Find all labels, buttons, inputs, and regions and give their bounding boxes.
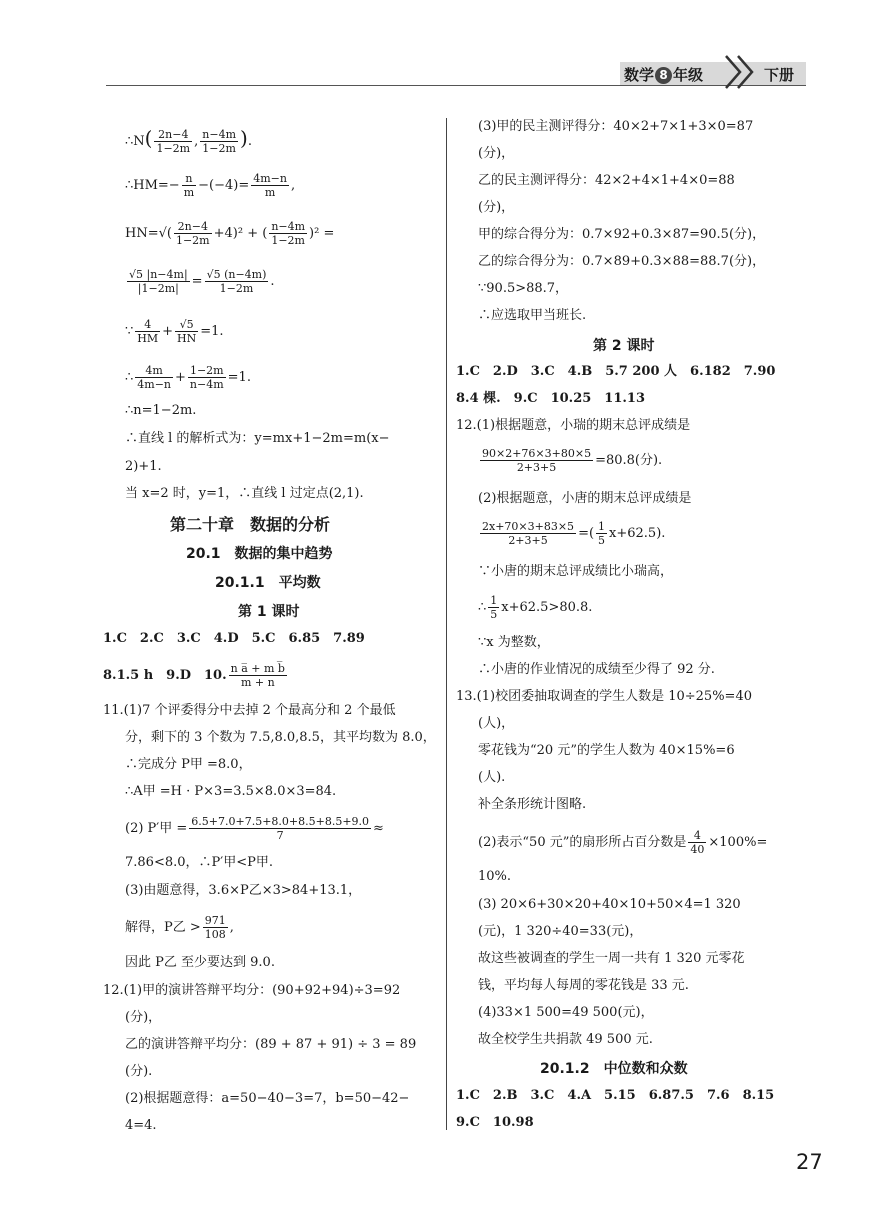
left-line-7: ∴n=1−2m. (125, 403, 197, 418)
header-volume: 下册 (764, 66, 795, 84)
header-subject: 数学 (624, 66, 655, 84)
q13-line-13: 故全校学生共捐款 49 500 元. (478, 1032, 653, 1047)
right-line-8: ∴应选取甲当班长. (478, 308, 587, 323)
left-line-6: ∴ $\frac{4m}{4m-n}$ + $\frac{1-2m}{n-4m}$ =1. (125, 364, 251, 391)
q12-line-4: (分). (125, 1064, 153, 1079)
q13-line-10: 故这些被调查的学生一周一共有 1 320 元零花 (478, 951, 745, 966)
left-line-1: ∴N( $\frac{2n-4}{1-2m}$ , $\frac{n-4m}{1-2m}$ ). (125, 126, 252, 155)
lesson-2-title: 第 2 课时 (593, 338, 655, 354)
right-line-5: 甲的综合得分为：0.7×92+0.3×87=90.5(分)， (478, 227, 766, 242)
left-line-9: 2)+1. (125, 459, 162, 474)
q13-line-5: 补全条形统计图略. (478, 797, 587, 812)
q13-line-2: (人)， (478, 716, 515, 731)
right-line-3: 乙的民主测评得分：42×2+4×1+4×0=88 (478, 173, 735, 188)
right-line-2: (分)， (478, 146, 515, 161)
q12r-line-7: ∵x 为整数， (478, 635, 550, 650)
q13-line-4: (人). (478, 770, 506, 785)
answers-row-6: 9.C 10.98 (456, 1115, 534, 1130)
answers-row-2: 8.1.5 h 9.D 10. $\frac{\text{n a̅ + m b̅}}{m + n}$ (103, 662, 285, 689)
header-grade-suffix: 年级 (673, 66, 704, 84)
left-line-5: ∵ $\frac{4}{HM}$ + $\frac{√5}{HN}$ =1. (125, 318, 224, 345)
lesson-1-title: 第 1 课时 (238, 604, 300, 620)
right-line-4: (分)， (478, 200, 515, 215)
q12-line-6: 4=4. (125, 1118, 157, 1133)
answers-row-4: 8.4 棵. 9.C 10.25 11.13 (456, 391, 646, 406)
q13-line-9: (元)，1 320÷40=33(元)， (478, 924, 643, 939)
left-line-8: ∴直线 l 的解析式为：y=mx+1−2m=m(x− (125, 431, 390, 446)
header-grade-label (624, 64, 703, 85)
right-line-6: 乙的综合得分为：0.7×89+0.3×88=88.7(分)， (478, 254, 766, 269)
q12r-line-8: ∴小唐的作业情况的成绩至少得了 92 分. (478, 662, 715, 677)
left-line-3: HN=√( $\frac{2n-4}{1-2m}$ +4)² + ( $\frac{n-4m}{1-2m}$ )² = (125, 220, 335, 247)
q13-line-12: (4)33×1 500=49 500(元)， (478, 1005, 654, 1020)
q12-line-5: (2)根据题意得：a=50−40−3=7，b=50−42− (125, 1091, 410, 1106)
left-line-10: 当 x=2 时，y=1，∴直线 l 过定点(2,1). (125, 486, 364, 501)
q12-line-2: (分)， (125, 1010, 162, 1025)
q11-line-7: (3)由题意得，3.6×P乙×3>84+13.1， (125, 883, 362, 898)
q13-line-1: 13.(1)校团委抽取调查的学生人数是 10÷25%=40 (456, 689, 752, 704)
answers-row-3: 1.C 2.D 3.C 4.B 5.7 200 人 6.182 7.90 (456, 364, 776, 379)
double-chevron-icon (722, 50, 762, 90)
column-divider (446, 118, 447, 1130)
section-title: 20.1 数据的集中趋势 (186, 546, 333, 562)
q12r-line-2: $\frac{90\times 2+76\times 3+80\times 5}{2+3+5}$ =80.8(分). (482, 447, 663, 474)
q13-line-3: 零花钱为“20 元”的学生人数为 40×15%=6 (478, 743, 735, 758)
subsection-2-title: 20.1.2 中位数和众数 (540, 1061, 688, 1077)
header-rule (106, 85, 806, 86)
q11-line-1: 11.(1)7 个评委得分中去掉 2 个最高分和 2 个最低 (103, 703, 396, 718)
q11-line-8: 解得，P乙 > $\frac{971}{108}$ , (125, 914, 234, 941)
q11-line-6: 7.86<8.0，∴P′甲<P甲. (125, 855, 273, 870)
q12r-line-5: ∵小唐的期末总评成绩比小瑞高， (478, 564, 674, 579)
left-line-4: $\frac{√5 |n-4m|}{|1-2m|}$ = $\frac{√5 (n-4m)}{1-2m}$ . (129, 268, 275, 295)
q12r-line-3: (2)根据题意，小唐的期末总评成绩是 (478, 491, 692, 506)
q12r-line-1: 12.(1)根据题意，小瑞的期末总评成绩是 (456, 418, 691, 433)
q13-line-6: (2)表示“50 元”的扇形所占百分数是 $\frac{4}{40}$ ×100%= (478, 829, 768, 856)
q11-line-9: 因此 P乙 至少要达到 9.0. (125, 955, 275, 970)
q12-line-1: 12.(1)甲的演讲答辩平均分：(90+92+94)÷3=92 (103, 983, 401, 998)
answers-row-5: 1.C 2.B 3.C 4.A 5.15 6.87.5 7.6 8.15 (456, 1088, 775, 1103)
q11-line-2: 分，剩下的 3 个数为 7.5,8.0,8.5，其平均数为 8.0， (125, 730, 436, 745)
page-number: 27 (796, 1150, 823, 1174)
chapter-title: 第二十章 数据的分析 (170, 515, 331, 534)
answers-row-1: 1.C 2.C 3.C 4.D 5.C 6.85 7.89 (103, 631, 365, 646)
q13-line-11: 钱，平均每人每周的零花钱是 33 元. (478, 978, 689, 993)
right-line-7: ∵90.5>88.7， (478, 281, 569, 296)
q12r-line-4: $\frac{2x+70\times 3+83\times 5}{2+3+5}$ =( $\frac{1}{5}$ x+62.5). (482, 520, 666, 547)
q11-line-5: (2) P′甲 = $\frac{6.5+7.0+7.5+8.0+8.5+8.5+9.0}{7}$ ≈ (125, 815, 384, 842)
q12r-line-6: ∴ $\frac{1}{5}$ x+62.5>80.8. (478, 594, 593, 621)
grade-number-badge: 8 (655, 67, 672, 84)
left-line-2: ∴HM=− $\frac{n}{m}$ −(−4)= $\frac{4m-n}{m}$ , (125, 172, 296, 199)
q11-line-3: ∴完成分 P甲 =8.0， (125, 757, 252, 772)
subsection-title: 20.1.1 平均数 (215, 575, 321, 591)
q12-line-3: 乙的演讲答辩平均分：(89 + 87 + 91) ÷ 3 = 89 (125, 1037, 417, 1052)
right-line-1: (3)甲的民主测评得分：40×2+7×1+3×0=87 (478, 119, 754, 134)
q13-line-8: (3) 20×6+30×20+40×10+50×4=1 320 (478, 897, 741, 912)
q11-line-4: ∴A甲 =H · P×3=3.5×8.0×3=84. (125, 784, 337, 799)
q13-line-7: 10%. (478, 869, 512, 884)
